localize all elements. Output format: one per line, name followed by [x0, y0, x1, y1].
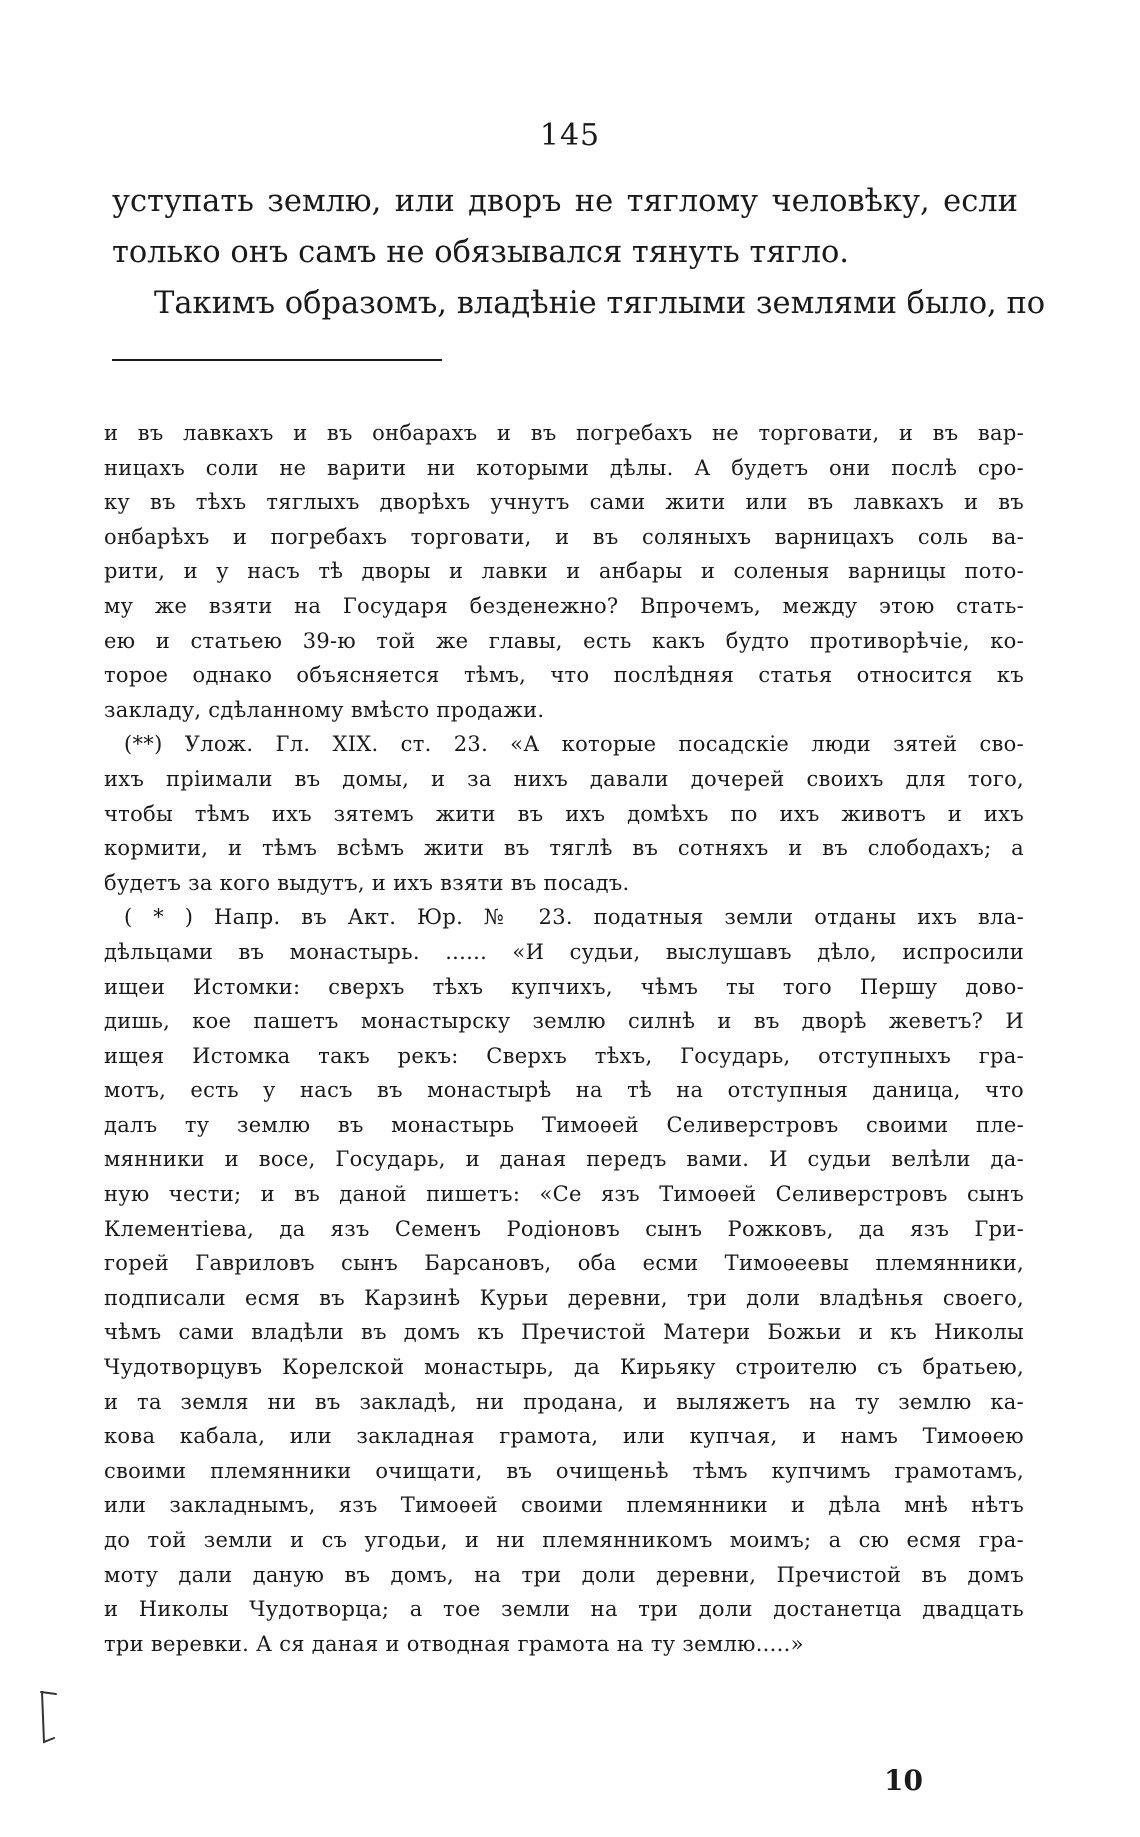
- footnote-line: кормити, и тѣмъ всѣмъ жити въ тяглѣ въ сотняхъ и въ слободахъ; а: [104, 836, 1024, 861]
- footnote-line: мотъ, есть у насъ въ монастырѣ на тѣ на отступныя даница, что: [104, 1078, 1024, 1103]
- footnote-line: кова кабала, или закладная грамота, или купчая, и намъ Тимоѳею: [104, 1424, 1024, 1449]
- footnote-line: ею и статьею 39-ю той же главы, есть какъ будто противорѣчіе, ко-: [104, 628, 1024, 653]
- footnote-line: рити, и у насъ тѣ дворы и лавки и анбары и соленыя варницы пото-: [104, 559, 1024, 584]
- footnote-line: и та земля ни въ закладѣ, ни продана, и выляжетъ на ту землю ка-: [104, 1389, 1024, 1414]
- footnote-line: Клементіева, да язъ Семенъ Родіоновъ сынъ Рожковъ, да язъ Гри-: [104, 1216, 1024, 1241]
- footnote-line: онбарѣхъ и погребахъ торговати, и въ соляныхъ варницахъ соль ва-: [104, 524, 1024, 549]
- main-text-line: Такимъ образомъ, владѣніе тяглыми землями было, по: [154, 286, 1046, 321]
- footnote-line: ку въ тѣхъ тяглыхъ дворѣхъ учнутъ сами жити или въ лавкахъ и въ: [104, 490, 1024, 515]
- footnote-line: чѣмъ сами владѣли въ домъ къ Пречистой Матери Божьи и къ Николы: [104, 1320, 1024, 1345]
- footnote-line: дишь, кое пашетъ монастырску землю силнѣ и въ дворѣ жеветъ? И: [104, 1009, 1024, 1034]
- main-text-line: уступать землю, или дворъ не тяглому человѣку, если: [112, 184, 1018, 219]
- footnote-line: ( * ) Напр. въ Акт. Юр. № 23. податныя земли отданы ихъ вла-: [124, 905, 1024, 930]
- footnotes: [104, 416, 1024, 1661]
- footnote-line: мянники и восе, Государь, и даная передъ вами. И судьи велѣли да-: [104, 1147, 1024, 1172]
- footnote-line: моту дали даную въ домъ, на три доли деревни, Пречистой въ домъ: [104, 1562, 1024, 1587]
- footnote-line: ищеи Истомки: сверхъ тѣхъ купчихъ, чѣмъ ты того Першу дово-: [104, 974, 1024, 999]
- footnote-line: чтобы тѣмъ ихъ зятемъ жити въ ихъ домѣхъ по ихъ животъ и ихъ: [104, 801, 1024, 826]
- footnote-line: до той земли и съ угодьи, и ни племянникомъ моимъ; а сю есмя гра-: [104, 1528, 1024, 1552]
- footnote-line: му же взяти на Государя безденежно? Впрочемъ, между этою стать-: [104, 593, 1024, 618]
- footnote-line: (**) Улож. Гл. XIX. ст. 23. «А которые посадскіе люди зятей сво-: [124, 732, 1024, 757]
- footnote-line: Чудотворцувъ Корелской монастырь, да Кирьяку строителю съ братьею,: [104, 1355, 1024, 1380]
- footnote-line: дѣльцами въ монастырь. ...... «И судьи, выслушавъ дѣло, испросили: [104, 939, 1024, 964]
- page-number: 145: [539, 118, 601, 153]
- footnote-line: подписали есмя въ Карзинѣ Курьи деревни, три доли владѣнья своего,: [104, 1285, 1024, 1310]
- footnote-line: ную чести; и въ даной пишетъ: «Се язъ Тимоѳей Селиверстровъ сынъ: [104, 1182, 1024, 1207]
- main-text: [112, 176, 1046, 329]
- main-text-line: только онъ самъ не обязывался тянуть тягло.: [112, 235, 850, 270]
- footnote-line: своими племянники очищати, въ очищеньѣ тѣмъ купчимъ грамотамъ,: [104, 1458, 1024, 1483]
- footnote-line: или закладнымъ, язъ Тимоѳей своими племянники и дѣла мнѣ нѣтъ: [104, 1493, 1024, 1518]
- footnote-line: горей Гавриловъ сынъ Барсановъ, оба есми Тимоѳеевы племянники,: [104, 1251, 1024, 1276]
- footnote-line: торое однако объясняется тѣмъ, что послѣдняя статья относится къ: [104, 663, 1024, 688]
- footnote-separator: [112, 359, 442, 361]
- footnote-line: ницахъ соли не варити ни которыми дѣлы. А будетъ они послѣ сро-: [104, 455, 1024, 480]
- footnote-line: далъ ту землю въ монастырь Тимоѳей Селиверстровъ своими пле-: [104, 1112, 1024, 1137]
- signature-mark: 10: [884, 1764, 923, 1797]
- footnote-line: закладу, сдѣланному вмѣсто продажи.: [104, 697, 545, 722]
- margin-pencil-mark: [38, 1690, 60, 1746]
- footnote-line: ищея Истомка такъ рекъ: Сверхъ тѣхъ, Государь, отступныхъ гра-: [104, 1043, 1024, 1068]
- footnote-line: и въ лавкахъ и въ онбарахъ и въ погребахъ не торговати, и въ вар-: [104, 421, 1024, 445]
- footnote-line: ихъ пріимали въ домы, и за нихъ давали дочерей своихъ для того,: [104, 766, 1024, 791]
- footnote-line: и Николы Чудотворца; а тое земли на три доли достанетца двадцать: [104, 1597, 1024, 1622]
- footnote-line: три веревки. А ся даная и отводная грамота на ту землю.....»: [104, 1631, 804, 1656]
- footnote-line: будетъ за кого выдутъ, и ихъ взяти въ посадъ.: [104, 870, 630, 895]
